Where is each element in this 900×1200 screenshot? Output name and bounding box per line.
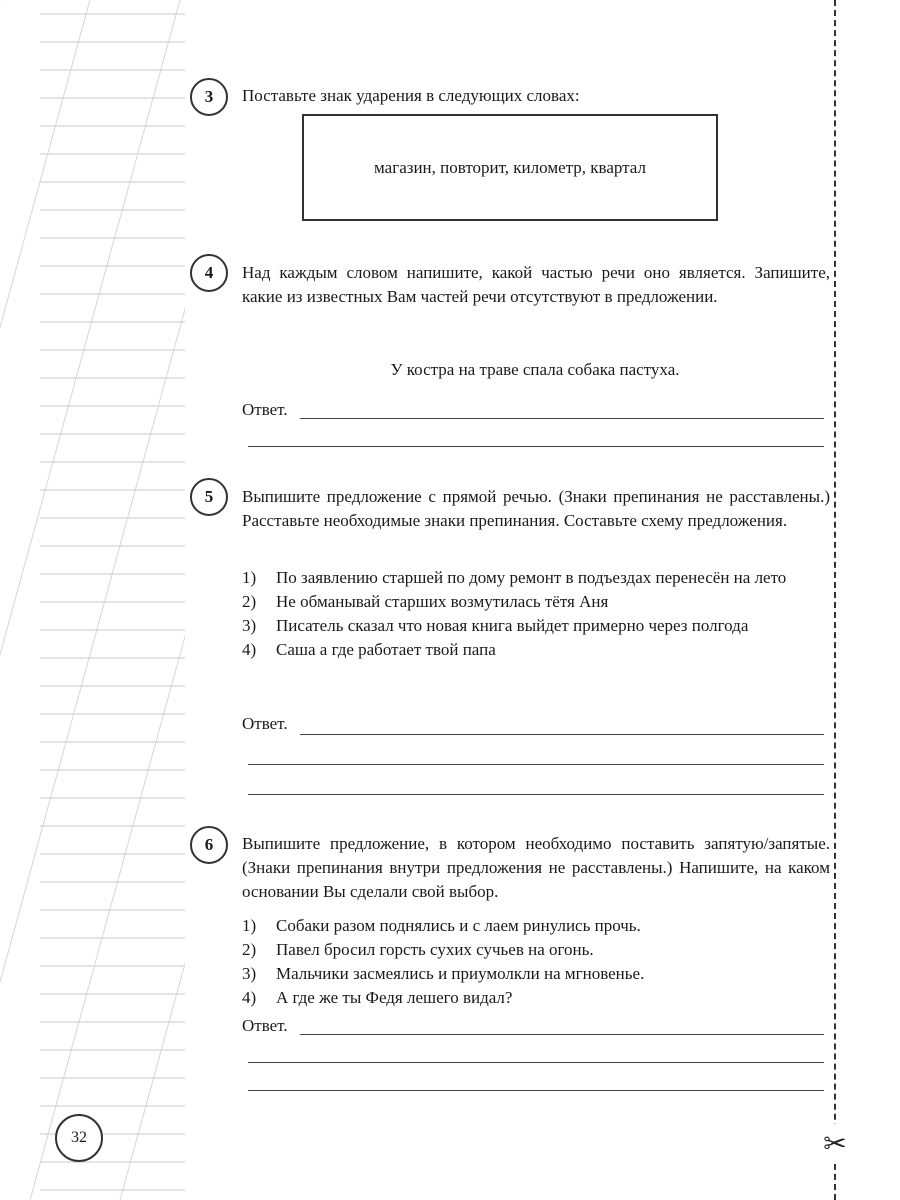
- task-6: [190, 826, 830, 906]
- list-item: 4) Саша а где работает твой папа: [242, 640, 496, 659]
- slant-guide-line: [120, 0, 185, 1200]
- answer-label: Ответ.: [242, 714, 288, 733]
- answer-line[interactable]: [300, 418, 824, 419]
- task-5: [190, 478, 830, 558]
- task-prompt: Выпишите предложение, в котором необходимо поставить запятую/запятые. (Знаки препинания внутри предложения не расставлены.) Напишите, на каком основании Вы сделали свой выбор.: [242, 834, 830, 901]
- task-prompt: Выпишите предложение с прямой речью. (Знаки препинания не расставлены.) Расставьте необходимые знаки препинания. Составьте схему предложения.: [242, 487, 830, 530]
- list-item: 2) Павел бросил горсть сухих сучьев на огонь.: [242, 940, 594, 959]
- task-number: 5: [190, 478, 228, 516]
- answer-line[interactable]: [248, 764, 824, 765]
- list-item: 3) Мальчики засмеялись и приумолкли на мгновенье.: [242, 964, 645, 983]
- list-item: 3) Писатель сказал что новая книга выйдет примерно через полгода: [242, 616, 749, 635]
- slant-guide-line: [0, 0, 90, 1200]
- answer-line[interactable]: [300, 1034, 824, 1035]
- options-list: [242, 566, 830, 662]
- answer-line[interactable]: [248, 1090, 824, 1091]
- answer-line[interactable]: [248, 794, 824, 795]
- task-number: 4: [190, 254, 228, 292]
- analysis-sentence: У костра на траве спала собака пастуха.: [390, 360, 680, 379]
- words-box: [302, 114, 718, 221]
- slant-guide-line: [30, 0, 185, 1200]
- task-prompt: Поставьте знак ударения в следующих словах:: [242, 86, 580, 105]
- scissors-icon: ✂: [820, 1124, 850, 1164]
- answer-line[interactable]: [300, 734, 824, 735]
- margin-ruled-lines: [0, 0, 185, 1200]
- list-item: 2) Не обманывай старших возмутилась тётя Аня: [242, 592, 609, 611]
- options-list: [242, 914, 830, 1010]
- task-3: [190, 78, 830, 118]
- slant-guide-line: [0, 0, 180, 1200]
- slant-guide-line: [0, 0, 185, 1200]
- list-item: 4) А где же ты Федя лешего видал?: [242, 988, 513, 1007]
- stress-words: магазин, повторит, километр, квартал: [374, 157, 646, 177]
- answer-label: Ответ.: [242, 400, 288, 419]
- task-number: 3: [190, 78, 228, 116]
- page-number: 32: [55, 1114, 103, 1162]
- list-item: 1) По заявлению старшей по дому ремонт в подъездах перенесён на лето: [242, 568, 787, 587]
- cut-line: [834, 0, 836, 1200]
- task-prompt: Над каждым словом напишите, какой частью речи оно является. Запишите, какие из известных Вам частей речи отсутствуют в предложении.: [242, 263, 830, 306]
- list-item: 1) Собаки разом поднялись и с лаем ринулись прочь.: [242, 916, 641, 935]
- answer-label: Ответ.: [242, 1016, 288, 1035]
- task-4: [190, 254, 830, 334]
- answer-line[interactable]: [248, 446, 824, 447]
- answer-line[interactable]: [248, 1062, 824, 1063]
- task-number: 6: [190, 826, 228, 864]
